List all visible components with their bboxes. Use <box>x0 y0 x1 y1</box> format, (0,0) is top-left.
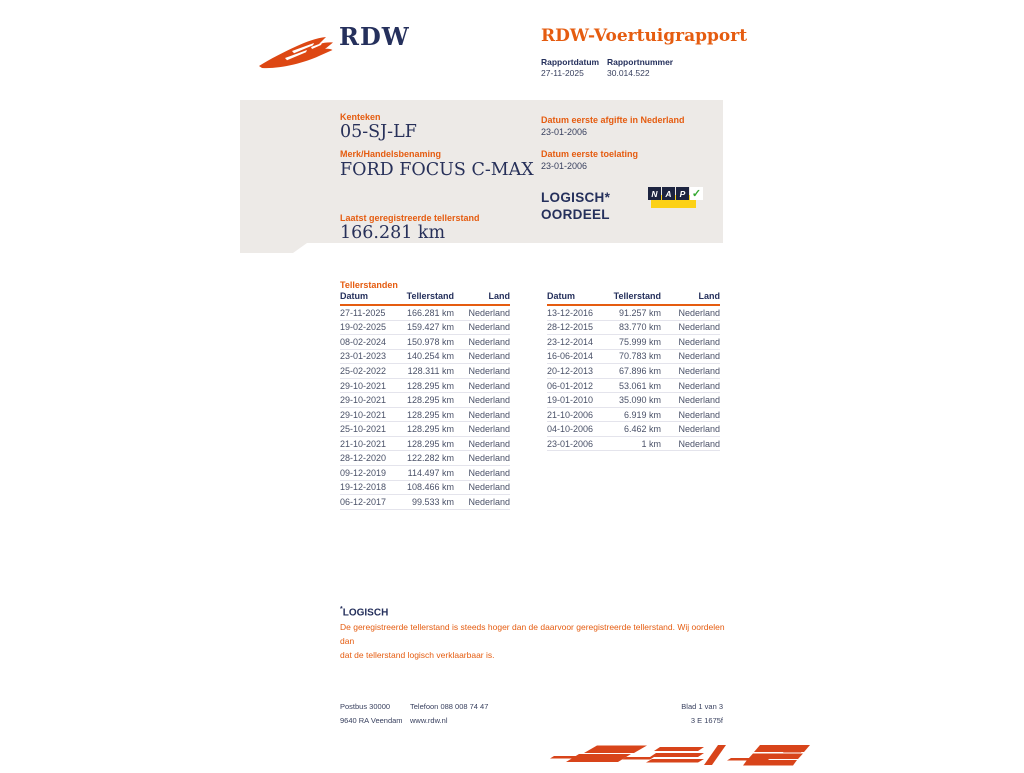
cell-datum: 29-10-2021 <box>340 395 387 406</box>
footnote-title <box>340 606 388 618</box>
column-header-datum: Datum <box>340 291 369 301</box>
laatste-tellerstand-label: Laatst geregistreerde tellerstand <box>340 213 480 223</box>
cell-datum: 25-02-2022 <box>340 365 387 376</box>
footer-phone: Telefoon 088 008 74 47 <box>410 702 489 711</box>
footnote-marker: * <box>340 606 343 613</box>
oordeel-line1: LOGISCH* <box>541 190 611 205</box>
cell-tellerstand: 150.978 km <box>406 336 454 347</box>
table-row <box>340 321 510 336</box>
cell-tellerstand: 159.427 km <box>406 322 454 333</box>
eerste-toelating-value: 23-01-2006 <box>541 161 588 171</box>
cell-land: Nederland <box>468 409 510 420</box>
footer-page-info <box>623 700 723 728</box>
cell-datum: 06-01-2012 <box>547 380 594 391</box>
oordeel-status <box>541 189 610 223</box>
footnote-title-text: LOGISCH <box>342 607 389 619</box>
cell-land: Nederland <box>678 409 720 420</box>
column-header-land: Land <box>698 291 720 301</box>
cell-land: Nederland <box>678 322 720 333</box>
cell-datum: 23-12-2014 <box>547 336 594 347</box>
kenteken-value: 05-SJ-LF <box>340 122 417 142</box>
cell-datum: 04-10-2006 <box>547 424 594 435</box>
table-row <box>340 364 510 379</box>
cell-datum: 21-10-2006 <box>547 409 594 420</box>
table-row <box>340 466 510 481</box>
cell-land: Nederland <box>468 438 510 449</box>
cell-tellerstand: 99.533 km <box>411 496 454 507</box>
report-number-label: Rapportnummer <box>607 57 674 67</box>
cell-land: Nederland <box>468 424 510 435</box>
cell-tellerstand: 128.295 km <box>406 380 454 391</box>
cell-land: Nederland <box>468 453 510 464</box>
table-row <box>547 437 720 452</box>
cell-land: Nederland <box>678 380 720 391</box>
table-row <box>547 321 720 336</box>
cell-datum: 19-01-2010 <box>547 395 594 406</box>
tellerstanden-table-right <box>547 291 720 451</box>
cell-tellerstand: 6.919 km <box>623 409 661 420</box>
cell-tellerstand: 35.090 km <box>618 395 661 406</box>
footer-page-indicator: Blad 1 van 3 <box>681 702 723 711</box>
footer-form-code: 3 E 1675f <box>690 716 723 725</box>
cell-tellerstand: 70.783 km <box>618 351 661 362</box>
cell-datum: 13-12-2016 <box>547 307 594 318</box>
table-row <box>340 481 510 496</box>
footer-website-link[interactable]: www.rdw.nl <box>410 716 448 725</box>
nap-letter-a: A <box>662 187 675 200</box>
cell-tellerstand: 166.281 km <box>406 307 454 318</box>
table-row <box>340 379 510 394</box>
cell-land: Nederland <box>468 496 510 507</box>
table-row <box>340 335 510 350</box>
cell-datum: 28-12-2015 <box>547 322 594 333</box>
cell-land: Nederland <box>468 322 510 333</box>
table-header-row <box>340 291 510 306</box>
cell-tellerstand: 122.282 km <box>406 453 454 464</box>
table-row <box>340 451 510 466</box>
cell-datum: 20-12-2013 <box>547 365 594 376</box>
cell-datum: 08-02-2024 <box>340 336 387 347</box>
nap-letter-n: N <box>648 187 661 200</box>
cell-datum: 19-12-2018 <box>340 482 387 493</box>
footer-contact <box>410 700 488 728</box>
table-row <box>340 393 510 408</box>
cell-tellerstand: 114.497 km <box>407 467 454 478</box>
rdw-wordmark: RDW <box>339 22 410 51</box>
cell-land: Nederland <box>468 336 510 347</box>
column-header-tellerstand: Tellerstand <box>613 291 661 301</box>
table-header-row <box>547 291 720 306</box>
oordeel-line2: OORDEEL <box>541 207 610 222</box>
cell-tellerstand: 6.462 km <box>623 424 661 435</box>
cell-land: Nederland <box>678 351 720 362</box>
cell-tellerstand: 128.295 km <box>406 395 454 406</box>
cell-tellerstand: 128.295 km <box>406 438 454 449</box>
table-row <box>547 393 720 408</box>
cell-land: Nederland <box>468 307 510 318</box>
cell-tellerstand: 91.257 km <box>618 307 661 318</box>
cell-tellerstand: 67.896 km <box>618 365 661 376</box>
table-row <box>340 422 510 437</box>
report-date-value: 27-11-2025 <box>541 68 584 78</box>
footer-address-line2: 9640 RA Veendam <box>340 716 403 725</box>
table-row <box>340 495 510 510</box>
cell-datum: 28-12-2020 <box>340 453 387 464</box>
cell-datum: 25-10-2021 <box>340 424 387 435</box>
table-row <box>547 422 720 437</box>
cell-land: Nederland <box>678 424 720 435</box>
eerste-toelating-label: Datum eerste toelating <box>541 149 639 159</box>
table-body <box>547 306 720 451</box>
cell-tellerstand: 128.295 km <box>406 409 454 420</box>
cell-datum: 09-12-2019 <box>340 467 387 478</box>
cell-land: Nederland <box>678 365 720 376</box>
cell-datum: 29-10-2021 <box>340 409 387 420</box>
cell-land: Nederland <box>468 467 510 478</box>
cell-datum: 29-10-2021 <box>340 380 387 391</box>
cell-tellerstand: 140.254 km <box>406 351 454 362</box>
cell-datum: 21-10-2021 <box>340 438 387 449</box>
cell-tellerstand: 128.311 km <box>407 365 454 376</box>
column-header-tellerstand: Tellerstand <box>406 291 454 301</box>
nap-logo-icon <box>648 187 702 211</box>
cell-tellerstand: 53.061 km <box>618 380 661 391</box>
tellerstanden-section-title: Tellerstanden <box>340 280 398 290</box>
cell-datum: 23-01-2023 <box>340 351 387 362</box>
footnote-line1: De geregistreerde tellerstand is steeds hoger dan de daarvoor geregistreerde tellerstand. Wij oordelen dan <box>340 622 725 646</box>
table-row <box>547 379 720 394</box>
cell-land: Nederland <box>678 336 720 347</box>
table-row <box>547 335 720 350</box>
document-title: RDW-Voertuigrapport <box>541 26 748 46</box>
cell-tellerstand: 128.295 km <box>406 424 454 435</box>
cell-datum: 06-12-2017 <box>340 496 387 507</box>
footer-address <box>340 700 403 728</box>
nap-check-icon: ✓ <box>691 188 702 200</box>
cell-datum: 16-06-2014 <box>547 351 594 362</box>
cell-tellerstand: 1 km <box>641 438 661 449</box>
report-date-label: Rapportdatum <box>541 57 600 67</box>
cell-datum: 19-02-2025 <box>340 322 387 333</box>
table-row <box>340 437 510 452</box>
cell-land: Nederland <box>468 482 510 493</box>
cell-land: Nederland <box>468 351 510 362</box>
cell-datum: 27-11-2025 <box>340 307 386 318</box>
tellerstanden-table-left <box>340 291 510 510</box>
cell-land: Nederland <box>678 307 720 318</box>
cell-land: Nederland <box>468 365 510 376</box>
rdw-bird-logo-icon <box>256 25 336 71</box>
cell-land: Nederland <box>678 395 720 406</box>
laatste-tellerstand-value: 166.281 km <box>340 223 446 243</box>
nap-letter-p: P <box>676 187 689 200</box>
eerste-afgifte-value: 23-01-2006 <box>541 127 588 137</box>
table-row <box>340 306 510 321</box>
footer-speed-stripes-graphic <box>542 735 812 768</box>
footnote-line2: dat de tellerstand logisch verklaarbaar is. <box>340 650 495 660</box>
table-row <box>547 350 720 365</box>
footnote-text <box>340 620 730 662</box>
table-body <box>340 306 510 510</box>
cell-tellerstand: 75.999 km <box>618 336 661 347</box>
kenteken-label: Kenteken <box>340 112 381 122</box>
report-number-value: 30.014.522 <box>607 68 650 78</box>
cell-land: Nederland <box>468 380 510 391</box>
table-row <box>340 408 510 423</box>
cell-tellerstand: 83.770 km <box>618 322 661 333</box>
merk-value: FORD FOCUS C-MAX <box>340 160 534 180</box>
eerste-afgifte-label: Datum eerste afgifte in Nederland <box>541 115 685 125</box>
column-header-land: Land <box>488 291 510 301</box>
cell-tellerstand: 108.466 km <box>406 482 454 493</box>
table-row <box>547 306 720 321</box>
cell-land: Nederland <box>468 395 510 406</box>
table-row <box>340 350 510 365</box>
column-header-datum: Datum <box>547 291 576 301</box>
table-row <box>547 408 720 423</box>
merk-label: Merk/Handelsbenaming <box>340 149 442 159</box>
cell-land: Nederland <box>678 438 720 449</box>
cell-datum: 23-01-2006 <box>547 438 594 449</box>
footer-address-line1: Postbus 30000 <box>340 702 391 711</box>
table-row <box>547 364 720 379</box>
